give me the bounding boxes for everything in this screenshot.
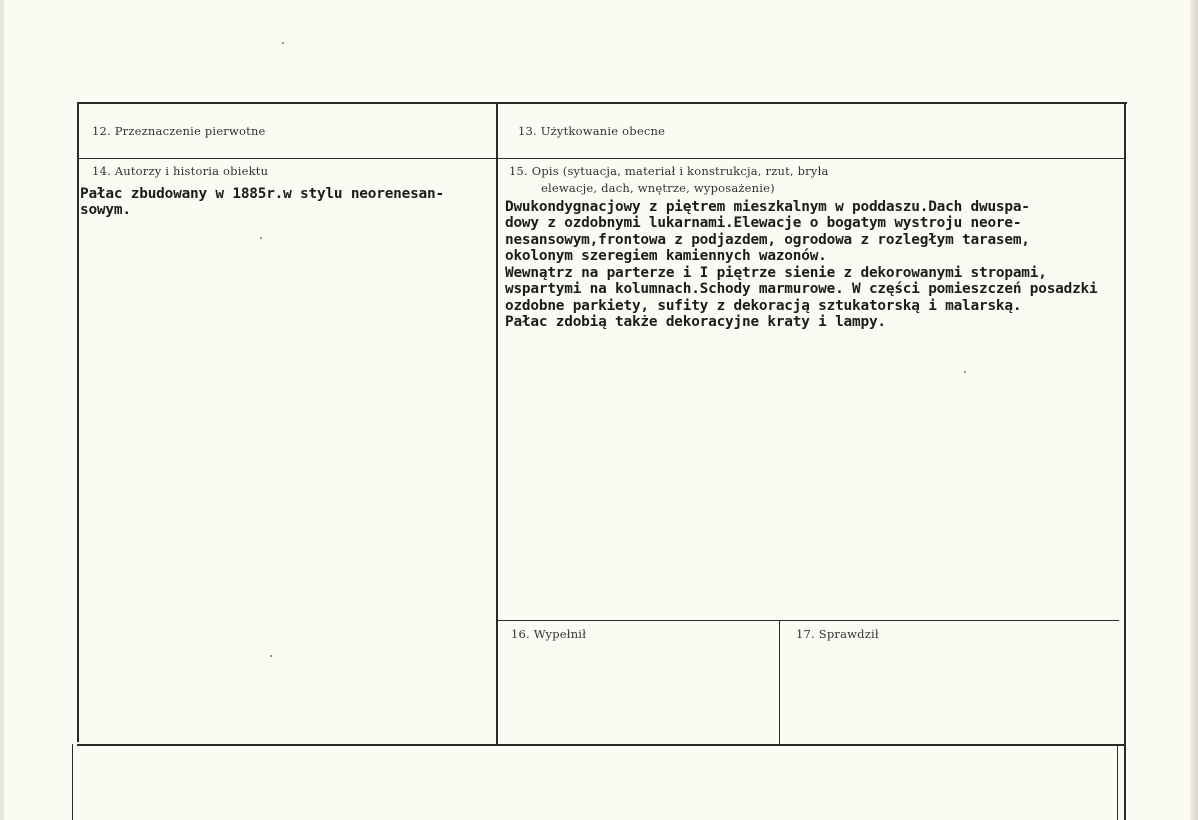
- field-15-line-8: Pałac zdobią także dekoracyjne kraty i lampy.: [505, 314, 886, 330]
- paper-speck: [282, 42, 284, 44]
- field-15-line-7: ozdobne parkiety, sufity z dekoracją sztukatorską i malarską.: [505, 298, 1022, 314]
- page-edge-left: [0, 0, 4, 820]
- field-15-line-3: nesansowym,frontowa z podjazdem, ogrodowa z rozległym tarasem,: [505, 232, 1030, 248]
- form-top-border: [77, 102, 1127, 104]
- page-edge-right: [1190, 0, 1198, 820]
- field-15-label-line2: elewacje, dach, wnętrze, wyposażenie): [541, 181, 775, 195]
- field-15-line-1: Dwukondygnacjowy z piętrem mieszkalnym w poddaszu.Dach dwuspa-: [505, 199, 1030, 215]
- field-16-label: 16. Wypełnił: [511, 627, 587, 641]
- lower-left-border: [72, 744, 73, 820]
- field-15-line-5: Wewnątrz na parterze i I piętrze sienie z dekorowanymi stropami,: [505, 265, 1047, 281]
- paper-speck: [270, 655, 272, 657]
- form-right-border: [1124, 102, 1126, 820]
- field-15-line-2: dowy z ozdobnymi lukarnami.Elewacje o bogatym wystroju neore-: [505, 215, 1022, 231]
- field-15-label-line1: 15. Opis (sytuacja, materiał i konstrukcja, rzut, bryła: [509, 164, 829, 178]
- form-bottom-rule: [77, 744, 1124, 746]
- column-divider-16-17: [779, 621, 780, 745]
- form-left-border: [77, 102, 79, 742]
- field-14-line-1: Pałac zbudowany w 1885r.w stylu neorenesan-: [80, 186, 444, 202]
- field-14-line-2: sowym.: [80, 202, 131, 218]
- row-divider-15-16: [497, 620, 1119, 621]
- field-14-label: 14. Autorzy i historia obiektu: [92, 164, 269, 178]
- row-divider-12-14: [77, 158, 1126, 159]
- paper-speck: [260, 237, 262, 239]
- paper-speck: [964, 371, 966, 373]
- field-15-line-6: wspartymi na kolumnach.Schody marmurowe. W części pomieszczeń posadzki: [505, 281, 1098, 297]
- lower-right-border: [1117, 744, 1118, 820]
- field-17-label: 17. Sprawdził: [796, 627, 879, 641]
- field-12-label: 12. Przeznaczenie pierwotne: [92, 124, 266, 138]
- field-15-line-4: okolonym szeregiem kamiennych wazonów.: [505, 248, 827, 264]
- field-13-label: 13. Użytkowanie obecne: [518, 124, 666, 138]
- column-divider-main: [496, 102, 498, 745]
